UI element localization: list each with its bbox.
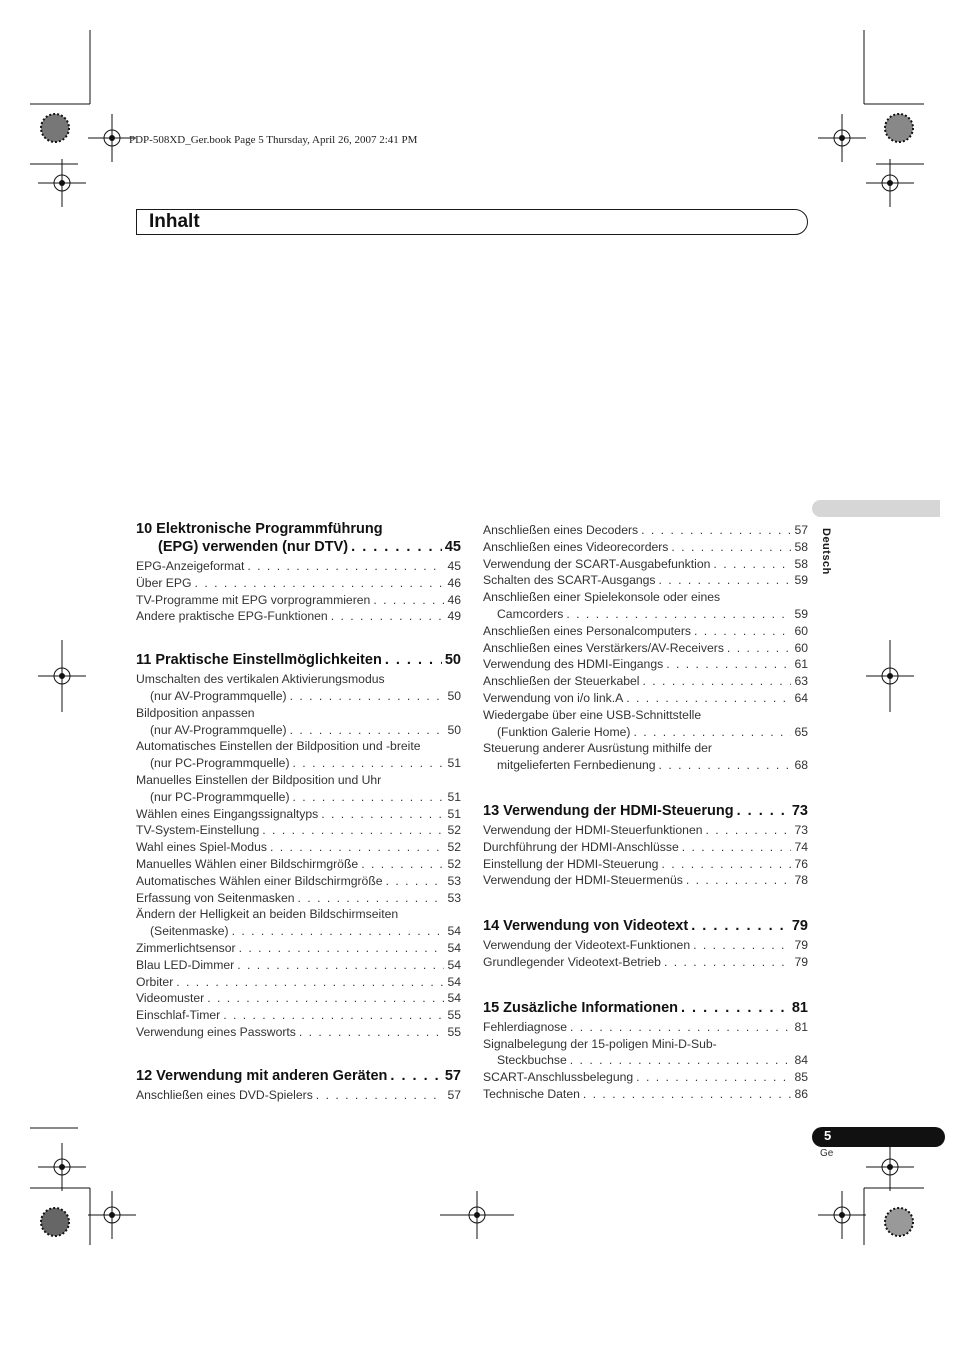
toc-entry[interactable] (136, 990, 461, 1007)
toc-section (483, 917, 808, 971)
entry-page-number: 58 (794, 556, 808, 571)
toc-entry[interactable] (483, 522, 808, 539)
toc-entry[interactable] (483, 740, 808, 774)
leader-dots (659, 757, 791, 774)
entry-page-number: 79 (794, 938, 808, 953)
entry-page-number: 73 (794, 822, 808, 837)
entry-text: Umschalten des vertikalen Aktivierungsmodus (136, 672, 385, 687)
entry-line (136, 722, 461, 739)
leader-dots (290, 722, 444, 739)
entry-page-number: 54 (447, 974, 461, 989)
entry-list (483, 522, 808, 774)
entry-line (136, 906, 461, 923)
entry-line (483, 1069, 808, 1086)
language-tab (812, 500, 940, 517)
toc-section (136, 520, 461, 625)
leader-dots (643, 673, 792, 690)
entry-text: SCART-Anschlussbelegung (483, 1070, 634, 1085)
toc-entry[interactable] (136, 738, 461, 772)
section-title-line (136, 1067, 461, 1085)
entry-page-number: 60 (794, 623, 808, 638)
toc-entry[interactable] (136, 1024, 461, 1041)
entry-page-number: 50 (447, 688, 461, 703)
entry-line (136, 1024, 461, 1041)
entry-line (136, 839, 461, 856)
leader-dots (176, 974, 444, 991)
toc-entry[interactable] (483, 572, 808, 589)
toc-entry[interactable] (136, 772, 461, 806)
entry-text: (nur AV-Programmquelle) (150, 688, 287, 703)
leader-dots (686, 872, 791, 889)
entry-page-number: 55 (447, 1008, 461, 1023)
section-heading[interactable] (483, 802, 808, 820)
entry-text: Verwendung der Videotext-Funktionen (483, 938, 691, 953)
entry-page-number: 76 (794, 856, 808, 871)
entry-line (483, 757, 808, 774)
section-heading[interactable] (136, 520, 461, 556)
entry-page-number: 54 (447, 957, 461, 972)
entry-text: TV-System-Einstellung (136, 823, 260, 838)
entry-text: (nur PC-Programmquelle) (150, 756, 290, 771)
section-title-line (136, 651, 461, 669)
entry-text: Anschließen eines Verstärkers/AV-Receivers (483, 640, 724, 655)
leader-dots (207, 990, 444, 1007)
toc-entry[interactable] (136, 806, 461, 823)
title-bar (136, 209, 808, 235)
toc-entry[interactable] (483, 556, 808, 573)
entry-page-number: 59 (794, 573, 808, 588)
entry-page-number: 84 (794, 1053, 808, 1068)
toc-entry[interactable] (483, 822, 808, 839)
entry-page-number: 46 (447, 575, 461, 590)
entry-line (136, 940, 461, 957)
leader-dots (361, 856, 444, 873)
toc-section (483, 802, 808, 889)
section-gap (483, 889, 808, 917)
section-title-text: 14 Verwendung von Videotext (483, 918, 689, 935)
toc-entry[interactable] (136, 906, 461, 940)
section-page-number: 81 (791, 999, 808, 1016)
toc-entry[interactable] (136, 671, 461, 705)
leader-dots (661, 856, 791, 873)
entry-text: (Funktion Galerie Home) (497, 724, 631, 739)
leader-dots (737, 802, 789, 820)
entry-line (136, 592, 461, 609)
section-title-text: 15 Zusäzliche Informationen (483, 999, 678, 1016)
leader-dots (385, 651, 442, 669)
entry-line (136, 1007, 461, 1024)
entry-page-number: 45 (447, 559, 461, 573)
toc-section (483, 522, 808, 774)
leader-dots (681, 999, 789, 1017)
entry-page-number: 50 (447, 722, 461, 737)
entry-line (483, 937, 808, 954)
entry-text: Steuerung anderer Ausrüstung mithilfe der (483, 741, 712, 756)
entry-page-number: 85 (794, 1070, 808, 1085)
leader-dots (247, 558, 444, 575)
entry-page-number: 57 (447, 1087, 461, 1102)
entry-text: Automatisches Wählen einer Bildschirmgröße (136, 873, 383, 888)
entry-line (136, 974, 461, 991)
entry-text: Durchführung der HDMI-Anschlüsse (483, 839, 679, 854)
entry-page-number: 54 (447, 940, 461, 955)
entry-list (136, 1087, 461, 1104)
toc-entry[interactable] (483, 656, 808, 673)
leader-dots (232, 923, 444, 940)
section-page-number: 50 (444, 652, 461, 669)
toc-entry[interactable] (483, 673, 808, 690)
toc-entry[interactable] (483, 539, 808, 556)
entry-text: Verwendung der HDMI-Steuerfunktionen (483, 822, 703, 837)
entry-list (136, 671, 461, 1041)
toc-entry[interactable] (136, 592, 461, 609)
entry-page-number: 52 (447, 840, 461, 855)
leader-dots (694, 623, 791, 640)
leader-dots (583, 1086, 791, 1103)
entry-page-number: 49 (447, 609, 461, 624)
entry-line (136, 772, 461, 789)
section-title-line (136, 520, 461, 538)
toc-entry[interactable] (136, 575, 461, 592)
entry-text: Fehlerdiagnose (483, 1019, 568, 1034)
entry-text: Steckbuchse (497, 1053, 567, 1068)
entry-line (136, 890, 461, 907)
toc-column-left (136, 520, 461, 1104)
entry-line (483, 589, 808, 606)
leader-dots (239, 940, 444, 957)
toc-section (483, 999, 808, 1103)
toc-entry[interactable] (483, 690, 808, 707)
entry-list (136, 558, 461, 625)
entry-page-number: 52 (447, 856, 461, 871)
entry-page-number: 51 (447, 806, 461, 821)
entry-text: Wahl eines Spiel-Modus (136, 840, 267, 855)
leader-dots (666, 656, 791, 673)
entry-text: Anschließen eines DVD-Spielers (136, 1087, 313, 1102)
toc-entry[interactable] (136, 608, 461, 625)
entry-line (136, 755, 461, 772)
leader-dots (390, 1067, 441, 1085)
entry-text: Wählen eines Eingangssignaltyps (136, 806, 319, 821)
leader-dots (351, 538, 442, 556)
entry-line (483, 740, 808, 757)
entry-page-number: 59 (794, 606, 808, 621)
entry-line (483, 822, 808, 839)
leader-dots (626, 690, 791, 707)
entry-page-number: 54 (447, 991, 461, 1006)
entry-line (136, 688, 461, 705)
entry-text: Camcorders (497, 606, 564, 621)
toc-entry[interactable] (136, 856, 461, 873)
section-title-text: 12 Verwendung mit anderen Geräten (136, 1067, 388, 1084)
entry-line (483, 954, 808, 971)
entry-line (483, 872, 808, 889)
entry-page-number: 86 (794, 1086, 808, 1101)
toc-entry[interactable] (136, 558, 461, 575)
toc-entry[interactable] (136, 890, 461, 907)
toc-entry[interactable] (136, 873, 461, 890)
entry-text: Anschließen eines Videorecorders (483, 539, 669, 554)
entry-text: EPG-Anzeigeformat (136, 559, 245, 573)
toc-entry[interactable] (483, 1069, 808, 1086)
print-info: PDP-508XD_Ger.book Page 5 Thursday, April 26, 2007 2:41 PM (129, 134, 418, 146)
toc-column-right (483, 520, 808, 1103)
entry-line (136, 873, 461, 890)
entry-line (483, 707, 808, 724)
entry-line (483, 539, 808, 556)
entry-text: Verwendung des HDMI-Eingangs (483, 657, 664, 672)
entry-page-number: 58 (794, 539, 808, 554)
toc-section (136, 651, 461, 1041)
entry-line (483, 640, 808, 657)
entry-line (136, 705, 461, 722)
entry-line (483, 1052, 808, 1069)
section-heading[interactable] (483, 999, 808, 1017)
leader-dots (691, 917, 789, 935)
entry-line (136, 957, 461, 974)
entry-line (136, 608, 461, 625)
entry-text: Zimmerlichtsensor (136, 940, 236, 955)
entry-line (483, 572, 808, 589)
entry-text: Verwendung eines Passworts (136, 1024, 296, 1039)
entry-text: Einstellung der HDMI-Steuerung (483, 856, 659, 871)
toc-entry[interactable] (136, 974, 461, 991)
entry-line (483, 656, 808, 673)
leader-dots (386, 873, 444, 890)
entry-text: Manuelles Einstellen der Bildposition und Uhr (136, 772, 382, 787)
entry-page-number: 52 (447, 823, 461, 838)
entry-line (483, 606, 808, 623)
section-title-text: (EPG) verwenden (nur DTV) (158, 539, 349, 555)
entry-page-number: 65 (794, 724, 808, 739)
entry-text: Automatisches Einstellen der Bildposition und -breite (136, 739, 421, 754)
entry-line (136, 856, 461, 873)
entry-page-number: 53 (447, 890, 461, 905)
entry-page-number: 64 (794, 690, 808, 705)
entry-text: Verwendung der HDMI-Steuermenüs (483, 873, 683, 888)
section-heading[interactable] (136, 1067, 461, 1085)
section-title-text: 13 Verwendung der HDMI-Steuerung (483, 802, 734, 819)
leader-dots (373, 592, 444, 609)
toc-entry[interactable] (483, 1019, 808, 1036)
leader-dots (671, 539, 791, 556)
section-gap (483, 774, 808, 802)
leader-dots (693, 937, 791, 954)
entry-text: Manuelles Wählen einer Bildschirmgröße (136, 856, 359, 871)
entry-line (136, 923, 461, 940)
entry-line (136, 990, 461, 1007)
leader-dots (713, 556, 791, 573)
entry-text: Ändern der Helligkeit an beiden Bildschirmseiten (136, 907, 399, 922)
entry-line (483, 856, 808, 873)
section-title-line (136, 538, 461, 556)
toc-entry[interactable] (483, 1036, 808, 1070)
entry-line (136, 1087, 461, 1104)
entry-text: Über EPG (136, 575, 192, 590)
leader-dots (262, 822, 444, 839)
entry-text: Grundlegender Videotext-Betrieb (483, 954, 661, 969)
entry-line (483, 839, 808, 856)
entry-line (483, 673, 808, 690)
entry-list (483, 1019, 808, 1103)
toc-entry[interactable] (136, 1087, 461, 1104)
entry-line (483, 1019, 808, 1036)
leader-dots (727, 640, 791, 657)
toc-entry[interactable] (483, 856, 808, 873)
entry-page-number: 46 (447, 592, 461, 607)
section-gap (136, 1041, 461, 1067)
entry-page-number: 53 (447, 873, 461, 888)
toc-entry[interactable] (136, 1007, 461, 1024)
toc-entry[interactable] (136, 940, 461, 957)
toc-entry[interactable] (483, 937, 808, 954)
leader-dots (321, 806, 444, 823)
entry-line (483, 623, 808, 640)
entry-line (136, 806, 461, 823)
entry-line (483, 522, 808, 539)
toc-entry[interactable] (483, 872, 808, 889)
toc-entry[interactable] (483, 623, 808, 640)
entry-text: Verwendung von i/o link.A (483, 690, 624, 705)
entry-page-number: 81 (794, 1019, 808, 1034)
section-title-line (483, 802, 808, 820)
toc-entry[interactable] (483, 640, 808, 657)
section-gap (136, 625, 461, 651)
leader-dots (633, 724, 791, 741)
section-page-number: 73 (791, 802, 808, 819)
page-number-tab (812, 1127, 945, 1147)
entry-line (136, 671, 461, 688)
entry-text: Schalten des SCART-Ausgangs (483, 573, 656, 588)
entry-line (136, 575, 461, 592)
leader-dots (237, 957, 444, 974)
page-code: Ge (820, 1148, 834, 1159)
entry-text: Technische Daten (483, 1086, 580, 1101)
leader-dots (706, 822, 792, 839)
leader-dots (293, 789, 444, 806)
toc-entry[interactable] (483, 839, 808, 856)
entry-text: Andere praktische EPG-Funktionen (136, 609, 328, 624)
entry-text: Orbiter (136, 974, 174, 989)
toc-entry[interactable] (483, 1086, 808, 1103)
entry-text: Erfassung von Seitenmasken (136, 890, 295, 905)
entry-page-number: 60 (794, 640, 808, 655)
entry-page-number: 55 (447, 1024, 461, 1039)
leader-dots (641, 522, 791, 539)
leader-dots (299, 1024, 444, 1041)
leader-dots (331, 608, 444, 625)
entry-text: Videomuster (136, 991, 205, 1006)
entry-text: (nur AV-Programmquelle) (150, 722, 287, 737)
entry-line (136, 558, 461, 575)
entry-list (483, 822, 808, 889)
toc-entry[interactable] (483, 589, 808, 623)
section-heading[interactable] (483, 917, 808, 935)
entry-page-number: 78 (794, 873, 808, 888)
entry-page-number: 54 (447, 924, 461, 939)
leader-dots (636, 1069, 791, 1086)
section-title-line (483, 999, 808, 1017)
entry-page-number: 68 (794, 758, 808, 773)
leader-dots (195, 575, 444, 592)
toc-entry[interactable] (136, 839, 461, 856)
entry-text: Einschlaf-Timer (136, 1008, 221, 1023)
toc-entry[interactable] (136, 705, 461, 739)
leader-dots (316, 1087, 444, 1104)
entry-page-number: 61 (794, 657, 808, 672)
entry-line (136, 789, 461, 806)
entry-page-number: 51 (447, 789, 461, 804)
entry-line (483, 690, 808, 707)
entry-line (483, 724, 808, 741)
entry-line (483, 1036, 808, 1053)
leader-dots (566, 606, 791, 623)
leader-dots (290, 688, 444, 705)
entry-page-number: 57 (794, 523, 808, 537)
entry-text: TV-Programme mit EPG vorprogrammieren (136, 592, 371, 607)
section-title-text: 10 Elektronische Programmführung (136, 521, 383, 537)
section-page-number: 57 (444, 1067, 461, 1084)
entry-text: Bildposition anpassen (136, 705, 255, 720)
entry-text: Blau LED-Dimmer (136, 957, 235, 972)
entry-text: Signalbelegung der 15-poligen Mini-D-Sub- (483, 1036, 717, 1051)
leader-dots (682, 839, 791, 856)
entry-text: mitgelieferten Fernbedienung (497, 758, 656, 773)
entry-text: Anschließen eines Personalcomputers (483, 623, 691, 638)
leader-dots (570, 1019, 791, 1036)
entry-text: Wiedergabe über eine USB-Schnittstelle (483, 707, 702, 722)
section-title-line (483, 917, 808, 935)
section-page-number: 79 (791, 918, 808, 935)
toc-entry[interactable] (136, 957, 461, 974)
entry-text: (nur PC-Programmquelle) (150, 789, 290, 804)
leader-dots (570, 1052, 791, 1069)
entry-line (483, 556, 808, 573)
entry-page-number: 74 (794, 839, 808, 854)
leader-dots (664, 954, 791, 971)
toc-entry[interactable] (483, 707, 808, 741)
toc-section (136, 1067, 461, 1104)
entry-text: Anschließen eines Decoders (483, 523, 639, 537)
entry-page-number: 51 (447, 756, 461, 771)
section-page-number: 45 (444, 539, 461, 555)
leader-dots (223, 1007, 444, 1024)
section-heading[interactable] (136, 651, 461, 669)
toc-entry[interactable] (136, 822, 461, 839)
leader-dots (659, 572, 791, 589)
entry-line (483, 1086, 808, 1103)
entry-text: Verwendung der SCART-Ausgabefunktion (483, 556, 711, 571)
section-title-text: 11 Praktische Einstellmöglichkeiten (136, 652, 382, 669)
entry-text: Anschließen der Steuerkabel (483, 674, 640, 689)
entry-text: Anschließen einer Spielekonsole oder eines (483, 590, 721, 605)
entry-line (136, 822, 461, 839)
leader-dots (293, 755, 444, 772)
language-label: Deutsch (820, 528, 832, 575)
toc-entry[interactable] (483, 954, 808, 971)
entry-page-number: 79 (794, 954, 808, 969)
page-number: 5 (824, 1128, 832, 1143)
leader-dots (298, 890, 444, 907)
entry-list (483, 937, 808, 971)
entry-page-number: 63 (794, 674, 808, 689)
page-title: Inhalt (149, 211, 200, 232)
leader-dots (270, 839, 444, 856)
entry-text: (Seitenmaske) (150, 924, 229, 939)
entry-line (136, 738, 461, 755)
section-gap (483, 971, 808, 999)
